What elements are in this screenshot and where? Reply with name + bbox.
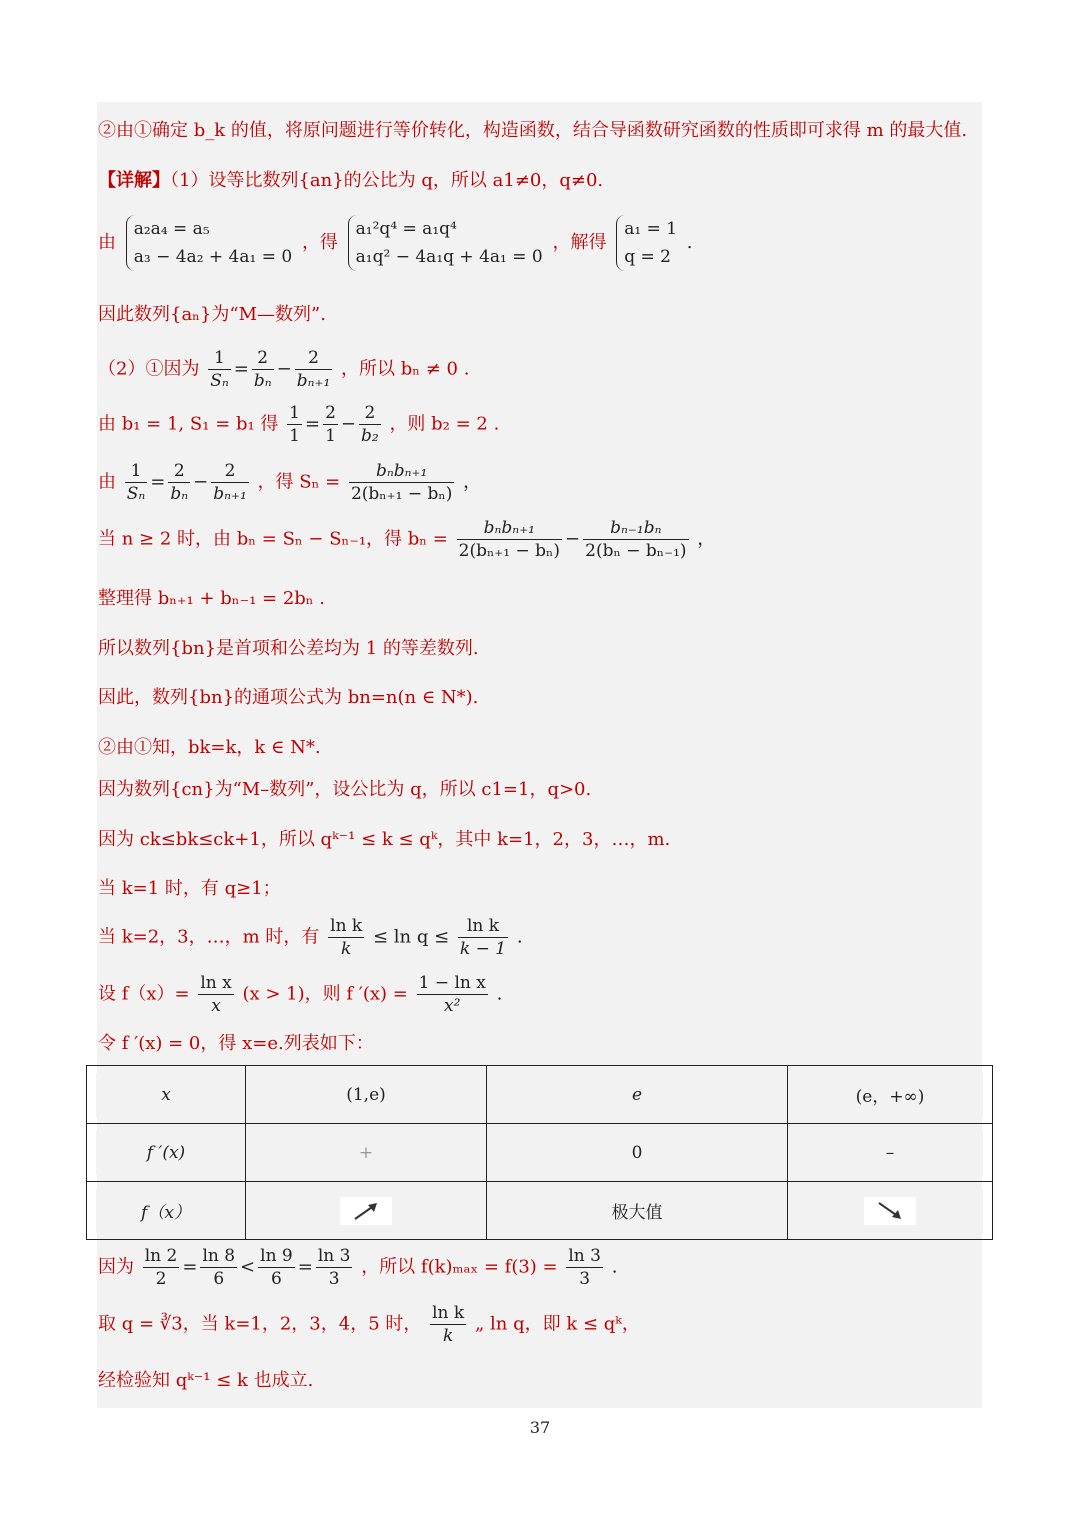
section-label: 【详解】 — [98, 170, 170, 191]
equation-system: a₁ = 1 q = 2 — [616, 215, 677, 271]
table-cell: e — [496, 1073, 778, 1117]
fraction: $\frac{1}{\text{Sₙ}}$ — [210, 348, 229, 391]
text-line: 当 k=1 时，有 q≥1； — [98, 878, 281, 899]
table-row — [87, 1182, 993, 1240]
formula-line: 设 f（x）= $\frac{\text{ln x}}{x}$ (x > 1)，则 f ′(x) = $\frac{\text{1 − ln x}}{\text{x²}}$ . — [98, 973, 503, 1016]
page-number: 37 — [529, 1418, 551, 1437]
text-line: 令 f ′(x) = 0，得 x=e.列表如下： — [98, 1033, 374, 1054]
fraction: $\frac{1}{1}$ — [289, 403, 300, 446]
formula-line: 取 q = ∛3，当 k=1，2，3，4，5 时， $\frac{\text{ln k}}{k}$ „ ln q，即 k ≤ qᵏ， — [98, 1303, 640, 1346]
table-cell: x — [96, 1073, 236, 1117]
fraction: $\frac{\text{ln x}}{x}$ — [200, 973, 232, 1016]
fraction: $\frac{\text{bₙ₋₁bₙ}}{\text{2(bₙ − bₙ₋₁)}}$ — [585, 518, 687, 561]
equation-system: a₁²q⁴ = a₁q⁴ a₁q² − 4a₁q + 4a₁ = 0 — [348, 215, 543, 271]
table-cell — [797, 1189, 983, 1233]
fraction: $\frac{\text{ln k}}{k - 1}$ — [459, 916, 507, 959]
table-cell: f（x） — [96, 1189, 236, 1233]
fraction: $\frac{\ln 8}{6}$ — [202, 1246, 236, 1289]
formula-line: 因为 $\frac{\ln 2}{2}$ = $\frac{\ln 8}{6}$ < $\frac{\ln 9}{6}$ = $\frac{\ln 3}{3}$ ，所以 f(k)ₘₐₓ = f(3) = $\frac{\ln 3}{3}$ . — [98, 1246, 618, 1289]
text-line: 因为 ck≤bk≤ck+1，所以 qᵏ⁻¹ ≤ k ≤ qᵏ，其中 k=1，2，3，…，m. — [98, 829, 671, 850]
table-cell — [255, 1189, 477, 1233]
fraction: $\frac{\text{ln k}}{k}$ — [330, 916, 363, 959]
fraction: $\frac{\ln 9}{6}$ — [260, 1246, 293, 1289]
text-line: ②由①确定 b_k 的值，将原问题进行等价转化，构造函数，结合导函数研究函数的性质即可求得 m 的最大值. — [98, 120, 968, 141]
table-row — [87, 1124, 993, 1182]
up-right-arrow-icon — [340, 1197, 392, 1225]
table-cell: – — [797, 1131, 983, 1175]
formula-line: 当 n ≥ 2 时，由 bₙ = Sₙ − Sₙ₋₁，得 bₙ = $\frac{\text{bₙbₙ₊₁}}{\text{2(bₙ₊₁ − bₙ)}}$ − $\frac{\text{bₙ₋₁bₙ}}{\text{2(bₙ − bₙ₋₁)}}$ ， — [98, 518, 716, 561]
variation-table — [86, 1065, 993, 1240]
fraction: $\frac{2}{1}$ — [325, 403, 336, 446]
table-cell: (e，+∞) — [797, 1073, 983, 1117]
formula-line: 由 $\frac{1}{\text{Sₙ}}$ = $\frac{2}{\text{bₙ}}$ − $\frac{2}{\text{bₙ₊₁}}$ ，得 Sₙ = $\frac{\text{bₙbₙ₊₁}}{\text{2(bₙ₊₁ − bₙ)}}$ ， — [98, 461, 482, 504]
fraction: $\frac{2}{\text{bₙ₊₁}}$ — [296, 348, 331, 391]
text-line: ②由①知，bk=k，k ∈ N*. — [98, 737, 321, 758]
table-row — [87, 1066, 993, 1124]
formula-line: 由 b₁ = 1, S₁ = b₁ 得 $\frac{1}{1}$ = $\frac{2}{1}$ − $\frac{2}{\text{b₂}}$ ，则 b₂ = 2 . — [98, 403, 500, 446]
fraction: $\frac{2}{\text{bₙ}}$ — [253, 348, 272, 391]
text-line: 因此数列{aₙ}为“M—数列”. — [98, 304, 326, 325]
text-line: 因为数列{cn}为“M–数列”，设公比为 q，所以 c1=1，q>0. — [98, 779, 592, 800]
down-right-arrow-icon — [864, 1197, 916, 1225]
text-line: 经检验知 qᵏ⁻¹ ≤ k 也成立. — [98, 1370, 314, 1391]
text-line: 整理得 bₙ₊₁ + bₙ₋₁ = 2bₙ . — [98, 588, 326, 609]
table-cell: f ′(x) — [96, 1131, 236, 1175]
table-cell: 极大值 — [496, 1189, 778, 1233]
fraction: $\frac{2}{\text{bₙ}}$ — [170, 461, 189, 504]
table-cell: 0 — [496, 1131, 778, 1175]
formula-line: 当 k=2，3，…，m 时，有 $\frac{\text{ln k}}{k}$ ≤ ln q ≤ $\frac{\text{ln k}}{k - 1}$ . — [98, 916, 523, 959]
fraction: $\frac{\ln 3}{3}$ — [317, 1246, 351, 1289]
formula-line: （2）①因为 $\frac{1}{\text{Sₙ}}$ = $\frac{2}{\text{bₙ}}$ − $\frac{2}{\text{bₙ₊₁}}$ ，所以 bₙ ≠ 0 . — [98, 348, 470, 391]
fraction: $\frac{2}{\text{bₙ₊₁}}$ — [213, 461, 247, 504]
fraction: $\frac{\text{bₙbₙ₊₁}}{\text{2(bₙ₊₁ − bₙ)}}$ — [350, 461, 453, 504]
text-line: 因此，数列{bn}的通项公式为 bn=n(n ∈ N*). — [98, 687, 479, 708]
fraction: $\frac{\text{bₙbₙ₊₁}}{\text{2(bₙ₊₁ − bₙ)}}$ — [458, 518, 561, 561]
fraction: $\frac{1}{\text{Sₙ}}$ — [126, 461, 146, 504]
table-cell: (1,e) — [255, 1073, 477, 1117]
fraction: $\frac{\ln 2}{2}$ — [144, 1246, 178, 1289]
fraction: $\frac{\text{ln k}}{k}$ — [432, 1303, 465, 1346]
fraction: $\frac{\ln 3}{3}$ — [568, 1246, 601, 1289]
equation-system-line: 由 a₂a₄ = a₅ a₃ − 4a₂ + 4a₁ = 0 ，得 a₁²q⁴ = a₁q⁴ a₁q² − 4a₁q + 4a₁ = 0 ，解得 a₁ = 1 q = 2 . — [98, 215, 692, 271]
fraction: $\frac{\text{1 − ln x}}{\text{x²}}$ — [418, 973, 486, 1016]
text-line: 所以数列{bn}是首项和公差均为 1 的等差数列. — [98, 638, 479, 659]
table-cell: + — [255, 1131, 477, 1175]
equation-system: a₂a₄ = a₅ a₃ − 4a₂ + 4a₁ = 0 — [126, 215, 292, 271]
fraction: $\frac{2}{\text{b₂}}$ — [361, 403, 379, 446]
text-line: 【详解】（1）设等比数列{an}的公比为 q，所以 a1≠0，q≠0. — [98, 170, 604, 191]
